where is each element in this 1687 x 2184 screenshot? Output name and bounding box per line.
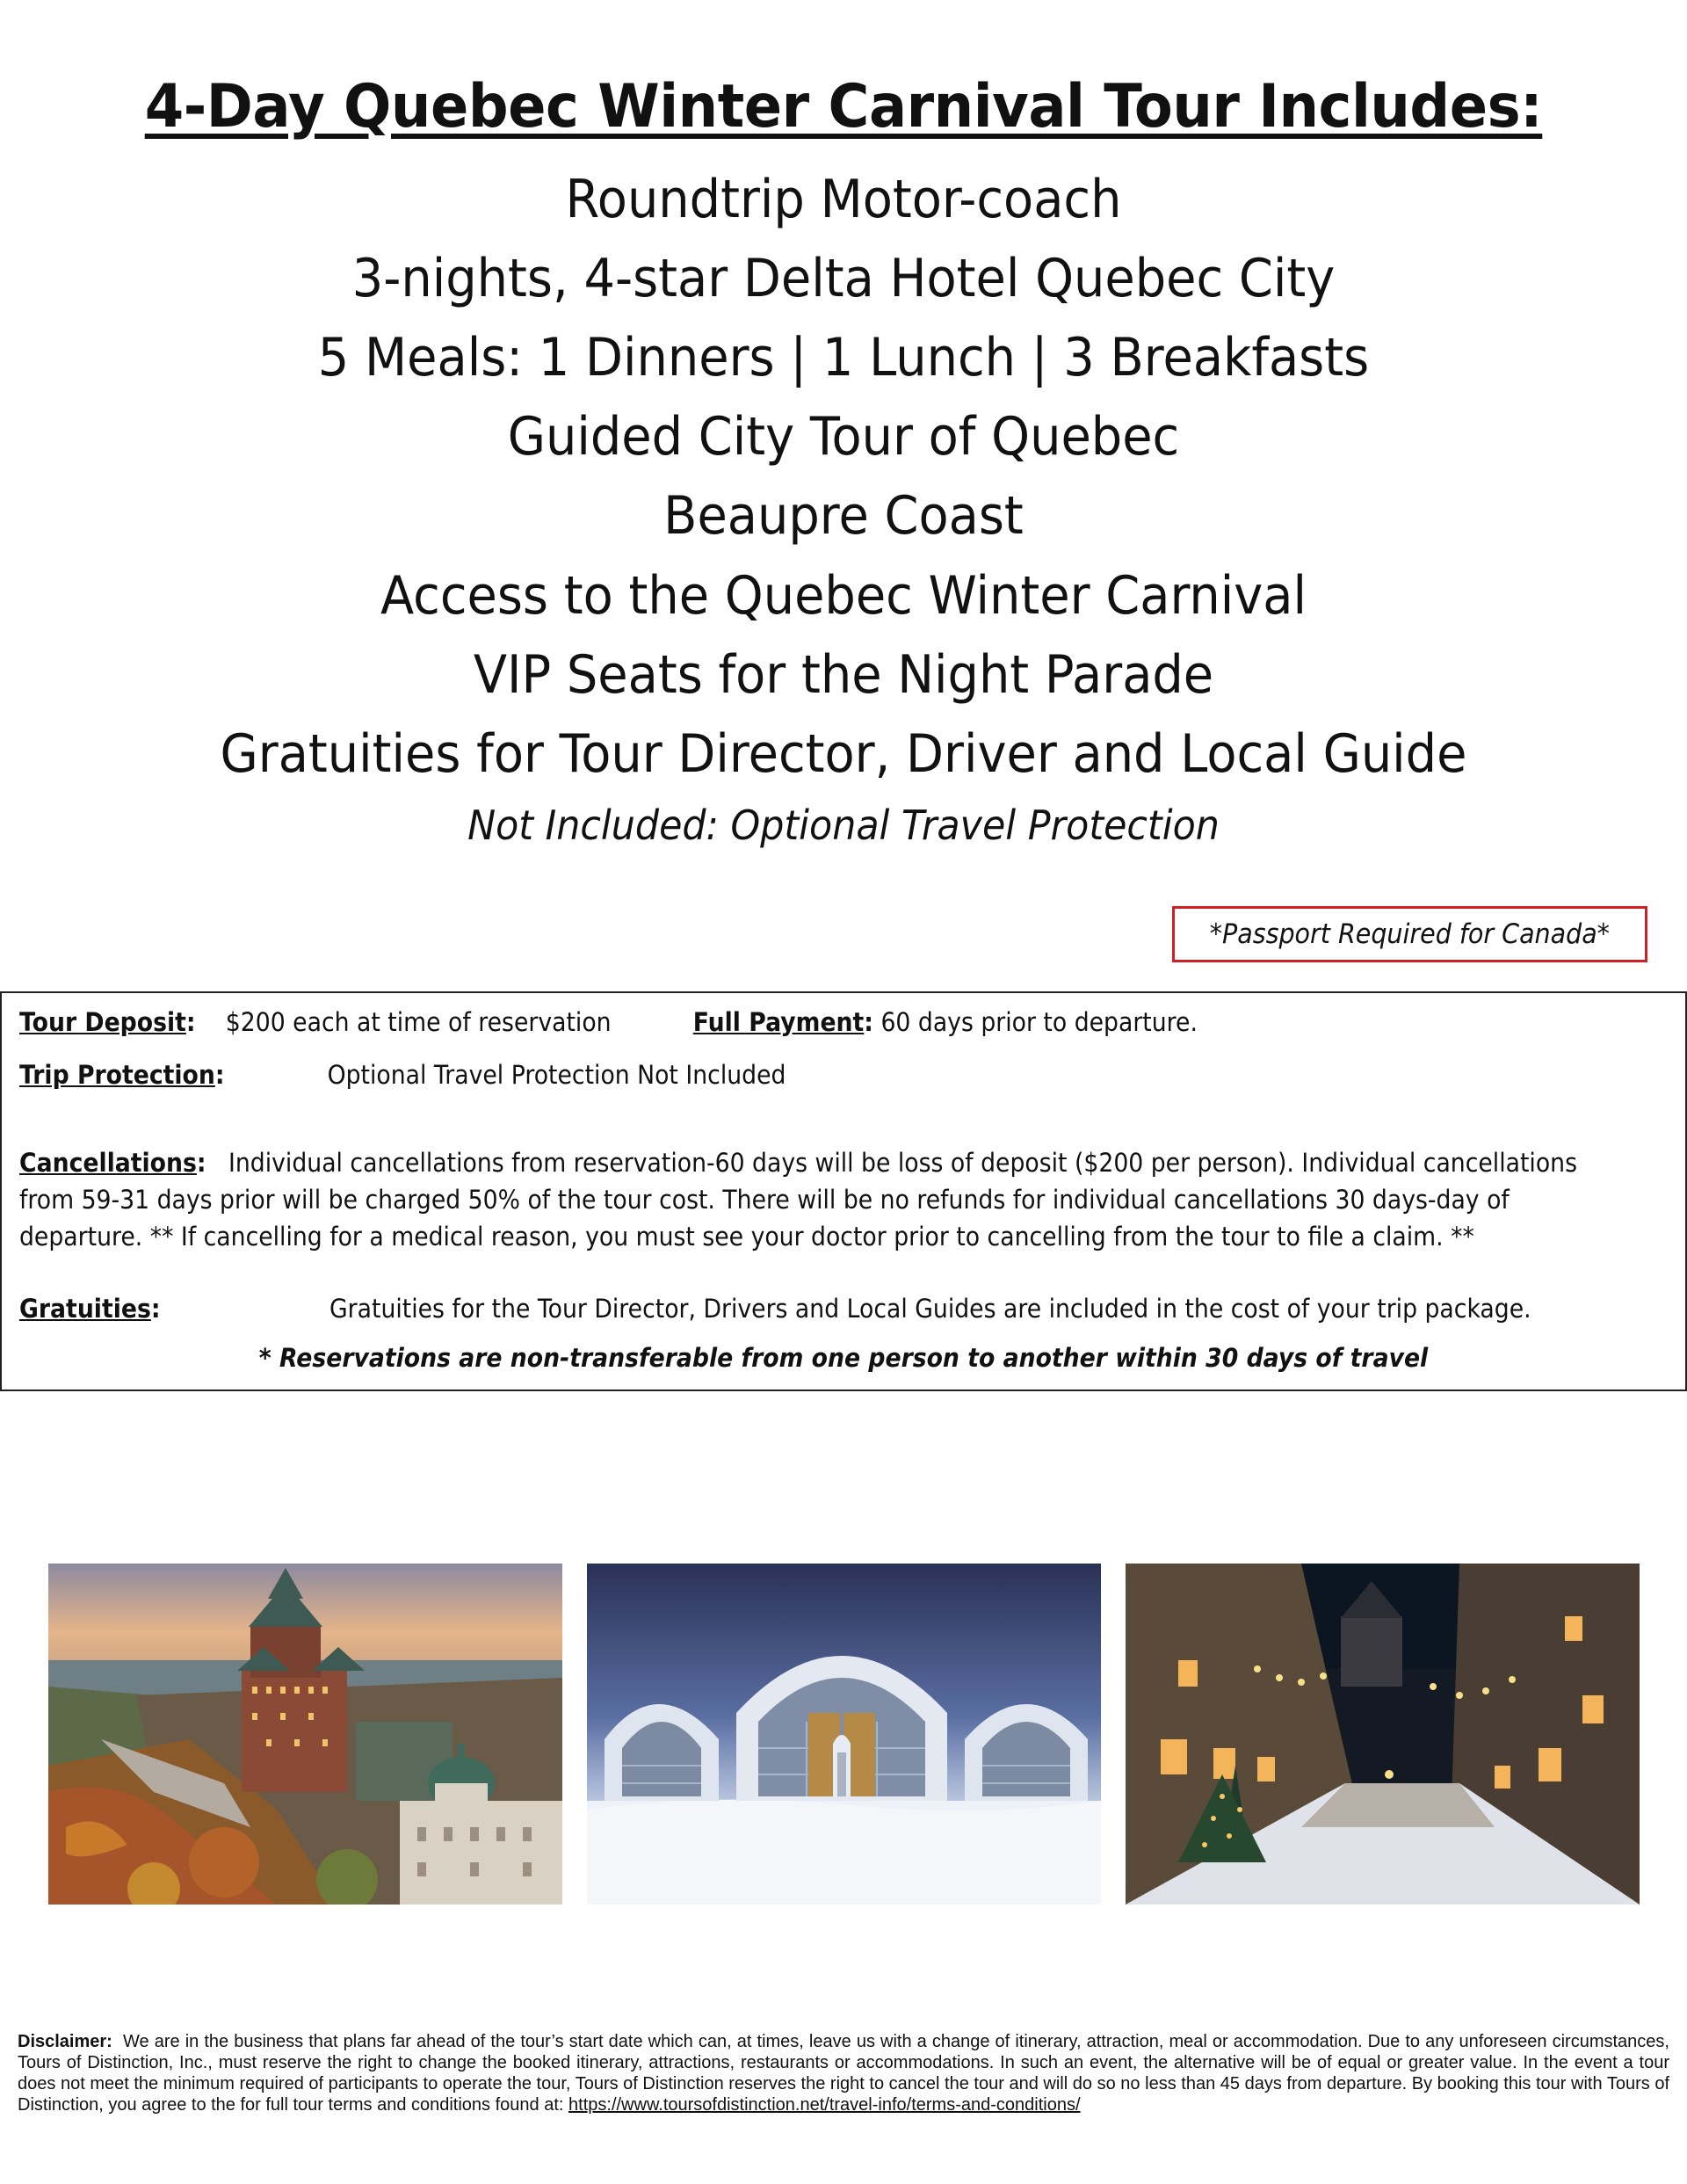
full-payment-label: Full Payment (692, 1007, 865, 1037)
colon: : (214, 1060, 225, 1090)
trip-protection-label: Trip Protection (19, 1060, 215, 1090)
colon: : (196, 1148, 206, 1178)
passport-required-badge (1172, 906, 1647, 962)
disclaimer-text: We are in the business that plans far ahead of the tour’s start date which can, at times, leave us with a change of itinerary, attraction, meal or accommodation. Due to any unforeseen circumstances, Tours of Distinction, Inc., must reserve the right to change the booked itinerary, attractions, restaurants or accommodations. In such an event, the alternative will be of equal or greater value. In the event a tour does not meet the minimum required of participants to operate the tour, Tours of Distinction reserves the right to cancel the tour and will do so no less than 45 days from departure. By booking this tour with Tours of Distinction, you agree to the for full tour terms and conditions found at: (18, 2032, 1669, 2115)
not-included-note: Not Included: Optional Travel Protection (467, 802, 1220, 849)
inclusion-item: Access to the Quebec Winter Carnival (380, 565, 1307, 627)
passport-required-text: *Passport Required for Canada* (1209, 918, 1611, 950)
inclusion-item: Guided City Tour of Quebec (507, 406, 1180, 468)
trip-protection-line (19, 1056, 786, 1093)
deposit-line (19, 1004, 1198, 1041)
colon: : (185, 1007, 196, 1037)
disclaimer-paragraph (18, 2031, 1669, 2115)
inclusion-item: Roundtrip Motor-coach (565, 169, 1122, 230)
page-title: 4-Day Quebec Winter Carnival Tour Includes: (144, 72, 1543, 141)
colon: : (864, 1007, 873, 1037)
cancellations-paragraph (19, 1144, 1604, 1255)
colon: : (150, 1294, 161, 1324)
inclusion-item: 5 Meals: 1 Dinners | 1 Lunch | 3 Breakfasts (317, 327, 1370, 388)
gratuities-label: Gratuities (19, 1294, 151, 1324)
disclaimer-label: Disclaimer: (18, 2032, 112, 2051)
inclusion-item: 3-nights, 4-star Delta Hotel Quebec City (351, 248, 1336, 309)
inclusion-item: Beaupre Coast (663, 485, 1024, 547)
old-quebec-street-photo (1126, 1564, 1640, 1905)
deposit-value: $200 each at time of reservation (225, 1007, 612, 1037)
terms-conditions-link[interactable]: https://www.toursofdistinction.net/travel-info/terms-and-conditions/ (568, 2095, 1081, 2115)
gratuities-value: Gratuities for the Tour Director, Drivers and Local Guides are included in the cost of your trip package. (329, 1294, 1531, 1324)
chateau-frontenac-photo (48, 1564, 562, 1905)
deposit-label: Tour Deposit (19, 1007, 186, 1037)
inclusion-item: Gratuities for Tour Director, Driver and Local Guide (220, 723, 1467, 785)
cancellations-text: Individual cancellations from reservation-60 days will be loss of deposit ($200 per person). Individual cancellations from 59-31 days prior will be charged 50% of the tour cost. There will be no refunds for individual cancellations 30 days-day of departure. ** If cancelling for a medical reason, you must see your doctor prior to cancelling from the tour to file a claim. ** (19, 1148, 1577, 1252)
gratuities-line (19, 1290, 1531, 1327)
trip-protection-value: Optional Travel Protection Not Included (327, 1060, 786, 1090)
reservation-note: * Reservations are non-transferable from one person to another within 30 days of travel (258, 1343, 1429, 1373)
cancellations-label: Cancellations (19, 1148, 197, 1178)
terms-box (0, 991, 1687, 1391)
ice-hotel-photo (587, 1564, 1101, 1905)
inclusion-item: VIP Seats for the Night Parade (473, 644, 1214, 706)
full-payment-value: 60 days prior to departure. (880, 1007, 1198, 1037)
